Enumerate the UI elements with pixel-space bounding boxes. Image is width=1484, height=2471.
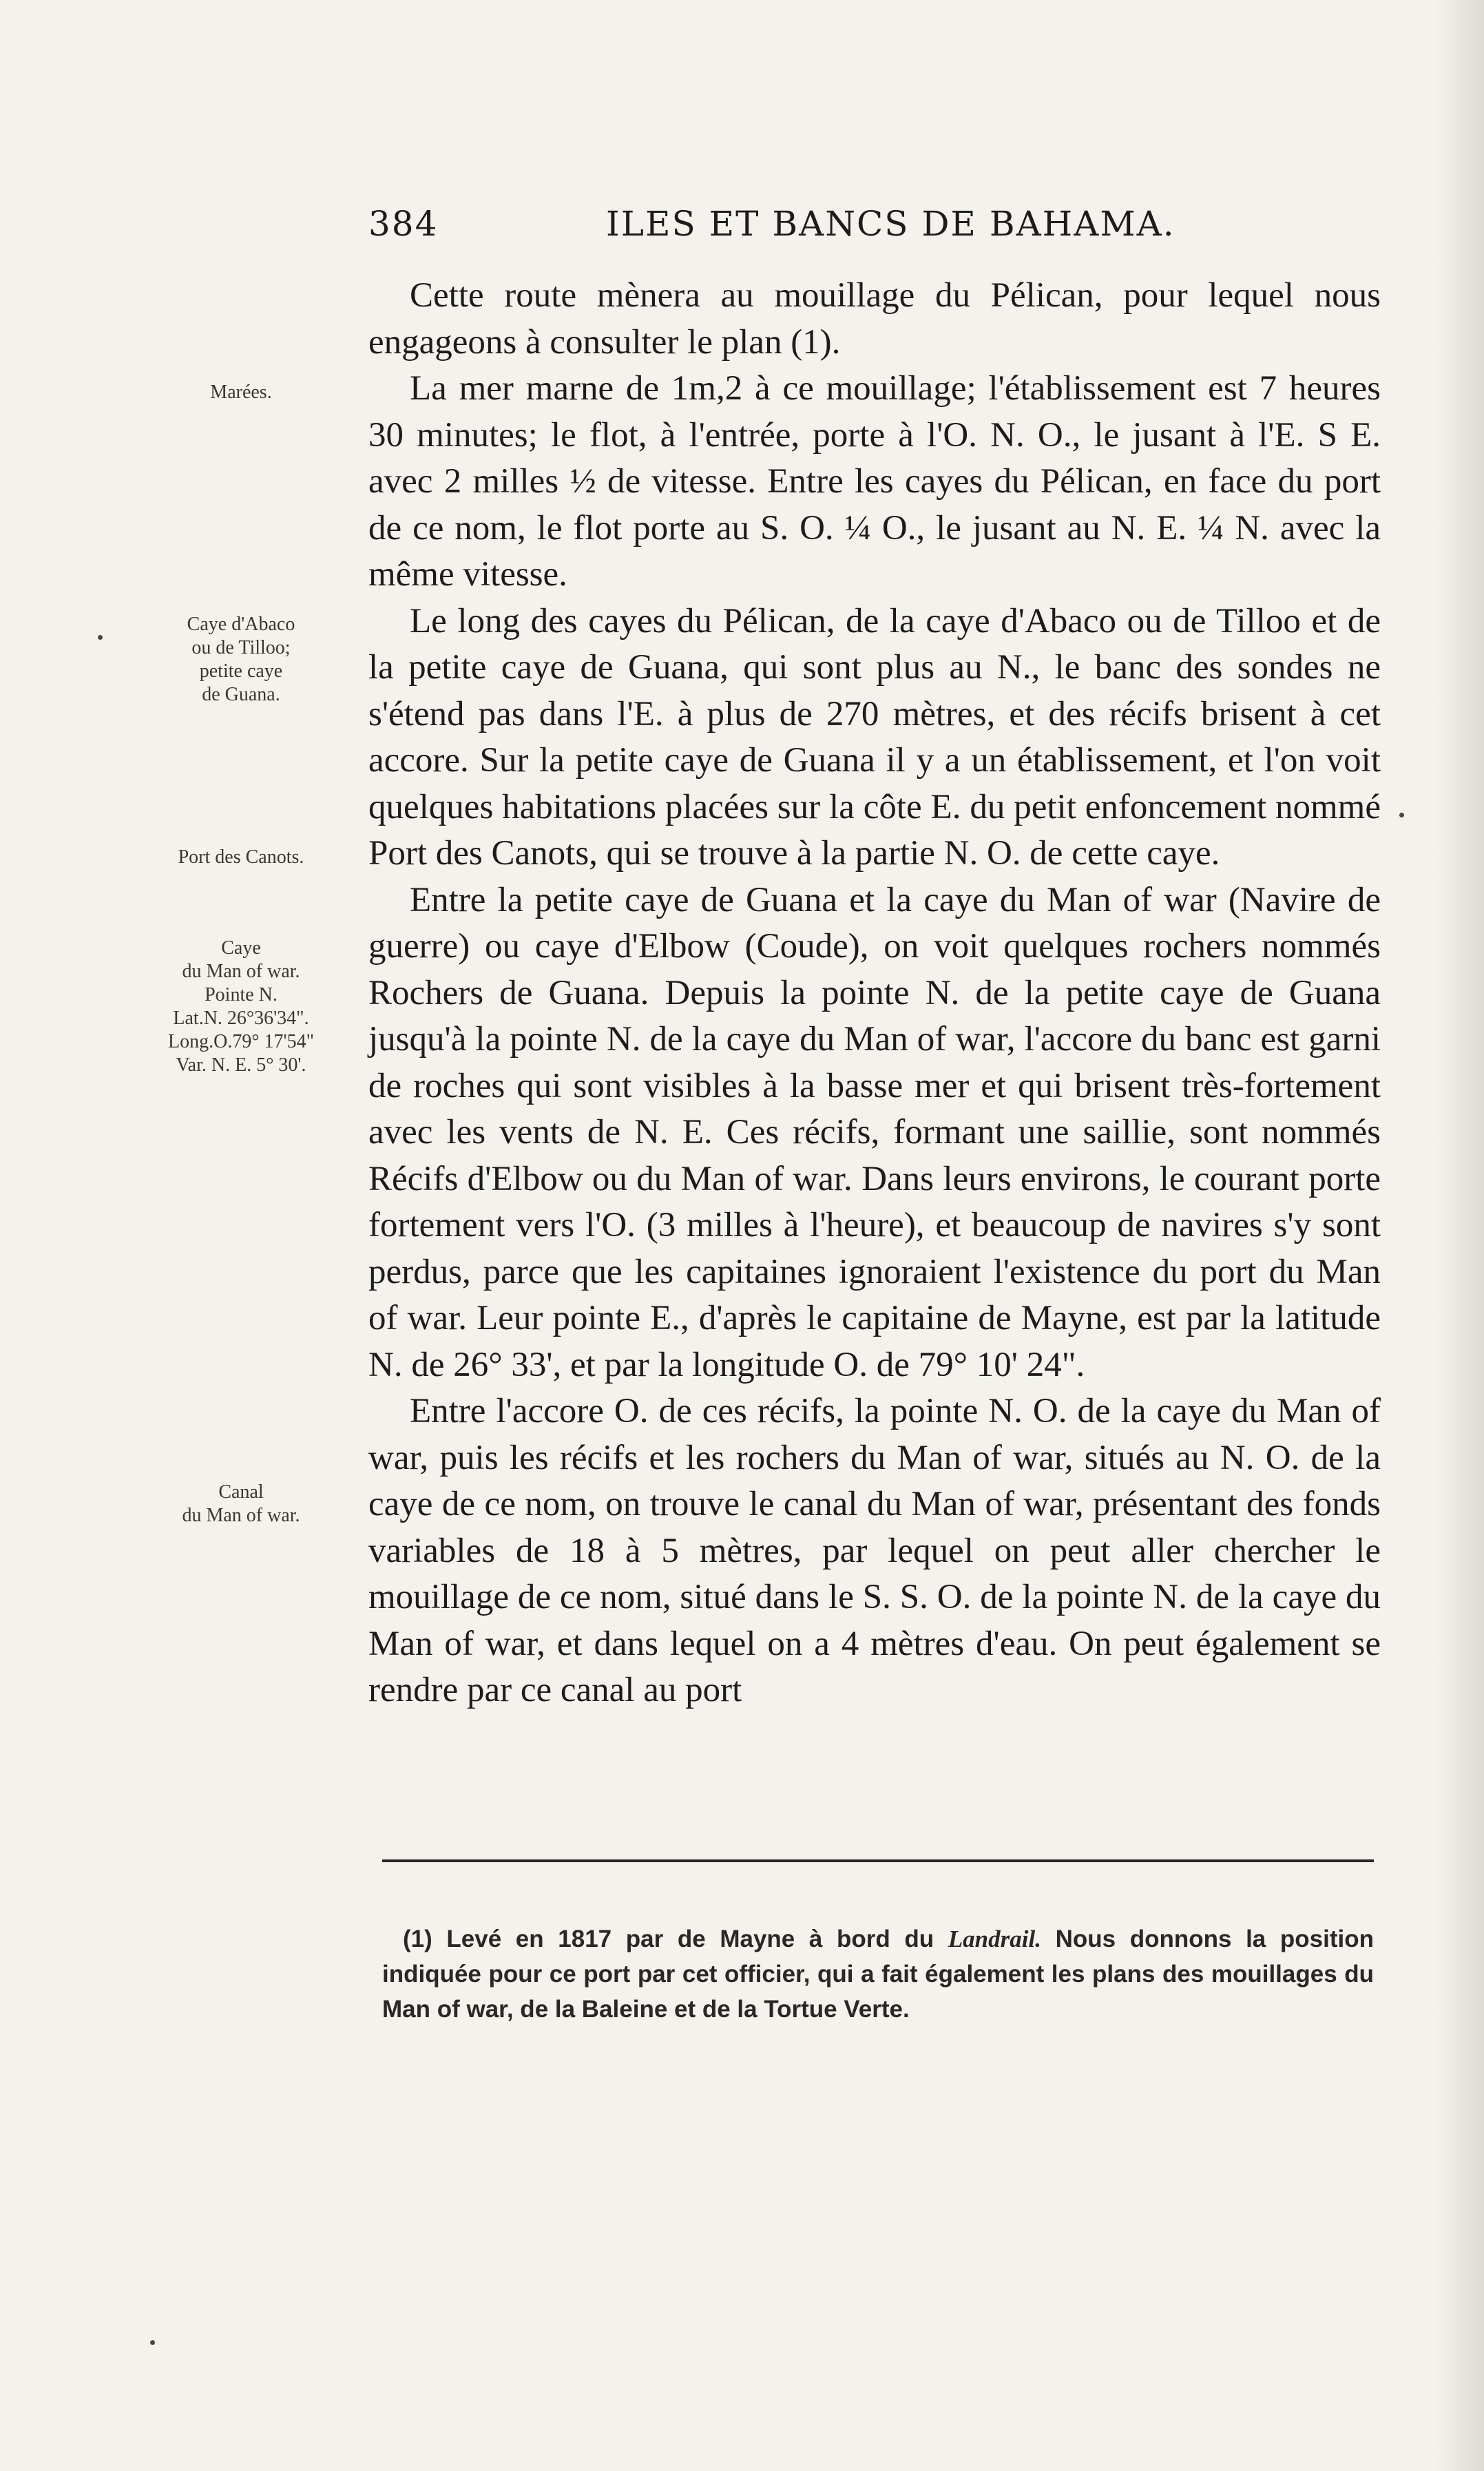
footnote [382, 1921, 1374, 2027]
paragraph-canal-man-of-war: Entre l'accore O. de ces récifs, la pointe N. O. de la caye du Man of war, puis les récifs et les rochers du Man of war, situés au N. O. de la caye de ce nom, on trouve le canal du Man of war, présentant des fonds variables de 18 à 5 mètres, par lequel on peut aller chercher le mouillage de ce nom, situé dans le S. S. O. de la pointe N. de la caye du Man of war, et dans lequel on a 4 mètres d'eau. On peut également se rendre par ce canal au port [368, 1392, 1381, 1709]
page-number: 384 [368, 204, 439, 244]
margin-note-caye-abaco: Caye d'Abaco ou de Tilloo; petite caye de Guana. [187, 614, 295, 705]
paragraph-route-pelican: Cette route mènera au mouillage du Pélican, pour lequel nous engageons à consulter le plan (1). [368, 276, 1381, 362]
margin-note-marees: Marées. [210, 382, 272, 403]
paragraph-guana-man-of-war: Entre la petite caye de Guana et la caye du Man of war (Navire de guerre) ou caye d'Elbow (Coude), on voit quelques rochers nommés Rochers de Guana. Depuis la pointe N. de la petite caye de Guana jusqu'à la pointe N. de la caye du Man of war, l'accore du banc est garni de roches qui sont visibles à la basse mer et qui brisent très-fortement avec les vents de N. E. Ces récifs, formant une saillie, sont nommés Récifs d'Elbow ou du Man of war. Dans leurs environs, le courant porte fortement vers l'O. (3 milles à l'heure), et beaucoup de navires s'y sont perdus, parce que les capitaines ignoraient l'existence du port du Man of war. Leur pointe E., d'après le capitaine de Mayne, est par la latitude N. de 26° 33', et par la longitude O. de 79° 10' 24". [368, 880, 1381, 1384]
paragraph-marees: La mer marne de 1m,2 à ce mouillage; l'établissement est 7 heures 30 minutes; le flot, à l'entrée, porte à l'O. N. O., le jusant à l'E. S E. avec 2 milles ½ de vitesse. Entre les cayes du Pélican, en face du port de ce nom, le flot porte au S. O. ¼ O., le jusant au N. E. ¼ N. avec la même vitesse. [368, 369, 1381, 594]
page-edge-shadow [1436, 0, 1484, 2471]
paragraph-cayes-pelican: Le long des cayes du Pélican, de la caye d'Abaco ou de Tilloo et de la petite caye de Guana, qui sont plus au N., le banc des sondes ne s'étend pas dans l'E. à plus de 270 mètres, et des récifs brisent à cet accore. Sur la petite caye de Guana il y a un établissement, et l'on voit quelques habitations placées sur la côte E. du petit enfoncement nommé Port des Canots, qui se trouve à la partie N. O. de cette caye. [368, 601, 1381, 873]
margin-note-canal-man-of-war: Canal du Man of war. [182, 1481, 300, 1526]
page-header [368, 204, 1381, 259]
footnote-ship-name: Landrail. [948, 1926, 1041, 1952]
running-title: ILES ET BANCS DE BAHAMA. [606, 204, 1175, 244]
footnote-text-end: Nous donnons la position indiquée pour ce port par cet officier, qui a fait également les plans des mouillages du Man of war, de la Baleine et de la Tortue Verte. [382, 1926, 1374, 2023]
footnote-text-start: (1) Levé en 1817 par de Mayne à bord du [403, 1926, 948, 1952]
margin-note-caye-man-of-war: Caye du Man of war. Pointe N. Lat.N. 26°36'34". Long.O.79° 17'54" Var. N. E. 5° 30'. [168, 937, 314, 1076]
footnote-divider [382, 1859, 1374, 1862]
margin-note-port-des-canots: Port des Canots. [178, 846, 304, 868]
print-speck [98, 635, 103, 640]
print-speck [1399, 813, 1404, 817]
body-text [368, 273, 1381, 1714]
print-speck [150, 2340, 155, 2345]
